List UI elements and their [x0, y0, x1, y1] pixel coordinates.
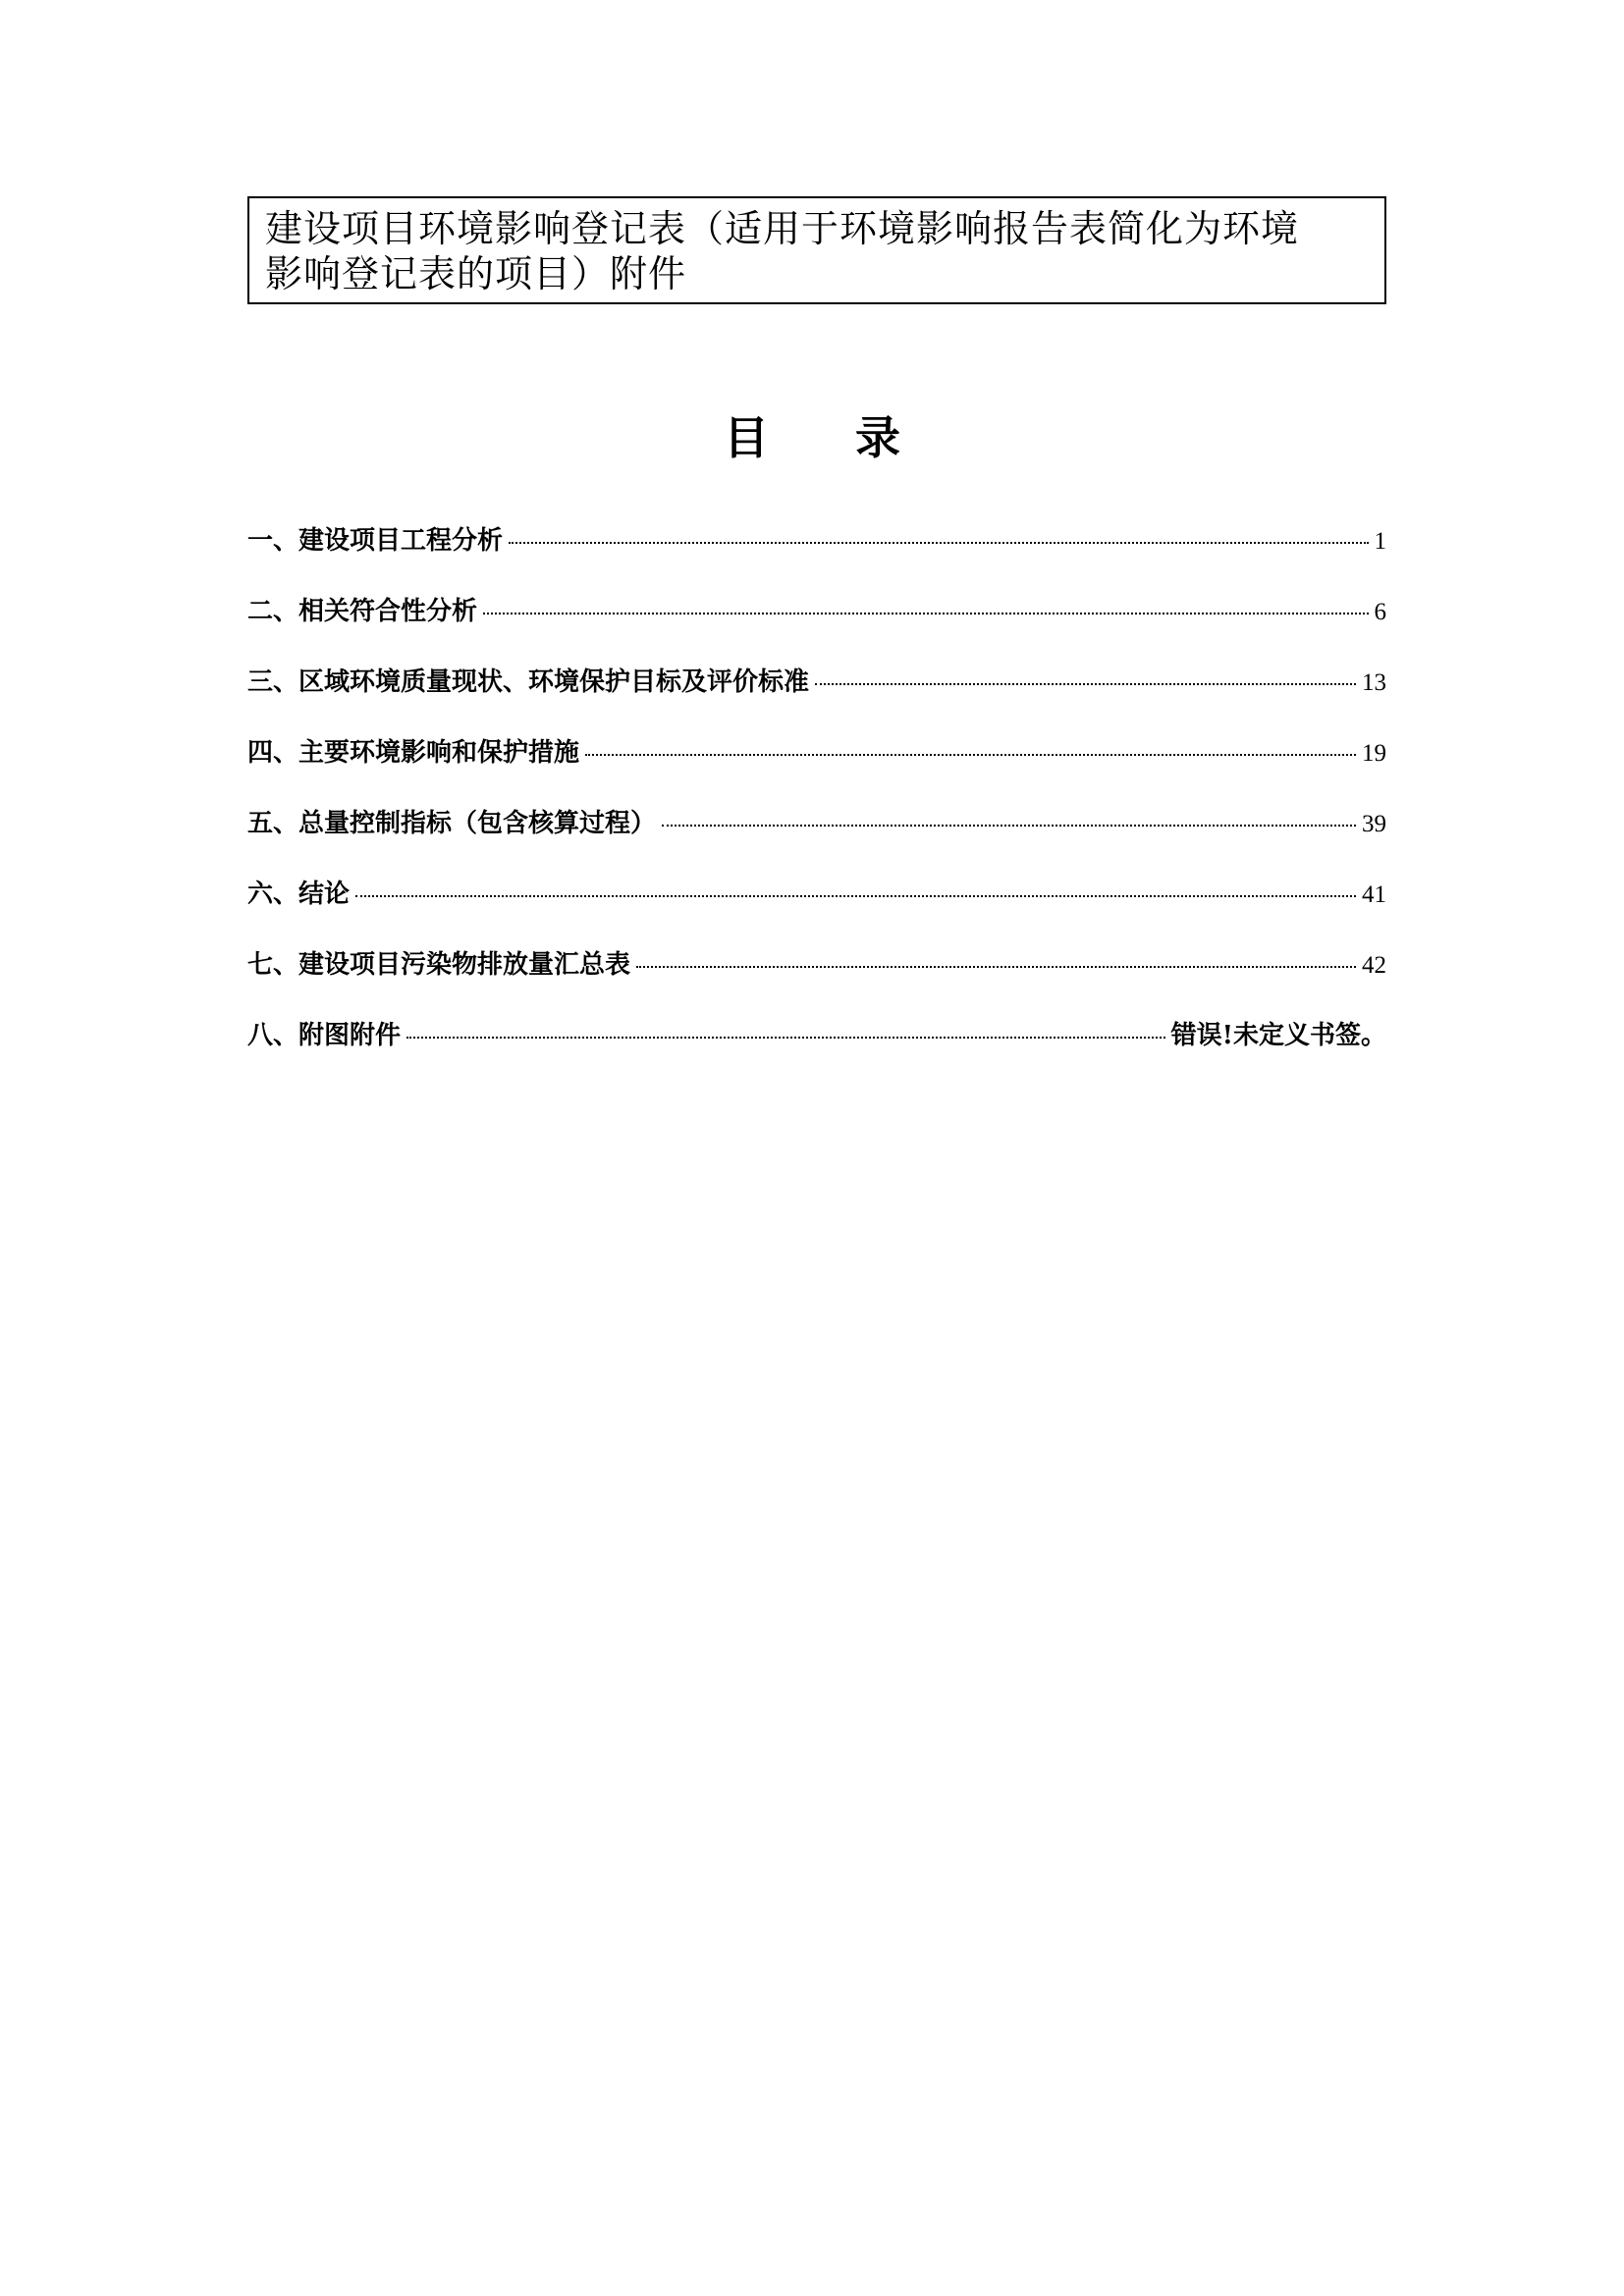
toc-entry-label: 三、区域环境质量现状、环境保护目标及评价标准: [247, 667, 810, 697]
toc-entry-4[interactable]: [247, 732, 1386, 803]
toc-entry-page: 1: [1374, 528, 1386, 555]
toc-entry-label: 四、主要环境影响和保护措施: [247, 738, 580, 768]
toc-entry-5[interactable]: [247, 803, 1386, 874]
toc-leader-dots: [509, 541, 1368, 544]
toc-entry-label: 八、附图附件: [247, 1021, 402, 1050]
attachment-header-box: [247, 196, 1386, 304]
toc-entry-label: 二、相关符合性分析: [247, 597, 478, 626]
toc-entry-3[interactable]: [247, 662, 1386, 732]
toc-entry-2[interactable]: [247, 591, 1386, 662]
toc-leader-dots: [815, 682, 1356, 685]
toc-entry-label: 六、结论: [247, 880, 351, 909]
toc-leader-dots: [636, 965, 1356, 968]
toc-title: 目 录: [723, 411, 936, 464]
toc-leader-dots: [355, 894, 1356, 897]
toc-entry-page: 13: [1362, 669, 1386, 696]
toc-leader-dots: [483, 612, 1368, 614]
toc-entry-7[interactable]: [247, 944, 1386, 1015]
toc-entry-8[interactable]: [247, 1015, 1386, 1086]
toc-entry-label: 五、总量控制指标（包含核算过程）: [247, 809, 657, 838]
header-line-2: 影响登记表的项目）附件: [265, 252, 687, 295]
header-line-1: 建设项目环境影响登记表（适用于环境影响报告表简化为环境: [265, 207, 1300, 250]
toc-entry-label: 一、建设项目工程分析: [247, 526, 504, 556]
toc-entry-6[interactable]: [247, 874, 1386, 944]
toc-entry-page: 39: [1362, 811, 1386, 837]
toc-entry-page: 42: [1362, 952, 1386, 979]
toc-entry-page: 19: [1362, 740, 1386, 767]
toc-leader-dots: [406, 1036, 1165, 1039]
toc-leader-dots: [585, 753, 1356, 756]
toc-leader-dots: [662, 824, 1356, 827]
toc-entry-label: 七、建设项目污染物排放量汇总表: [247, 950, 631, 980]
toc-entry-page: 6: [1374, 599, 1386, 625]
toc-entry-page-error: 错误!未定义书签。: [1170, 1021, 1386, 1050]
toc-entry-1[interactable]: [247, 520, 1386, 591]
table-of-contents: [247, 520, 1386, 1086]
toc-entry-page: 41: [1362, 881, 1386, 908]
